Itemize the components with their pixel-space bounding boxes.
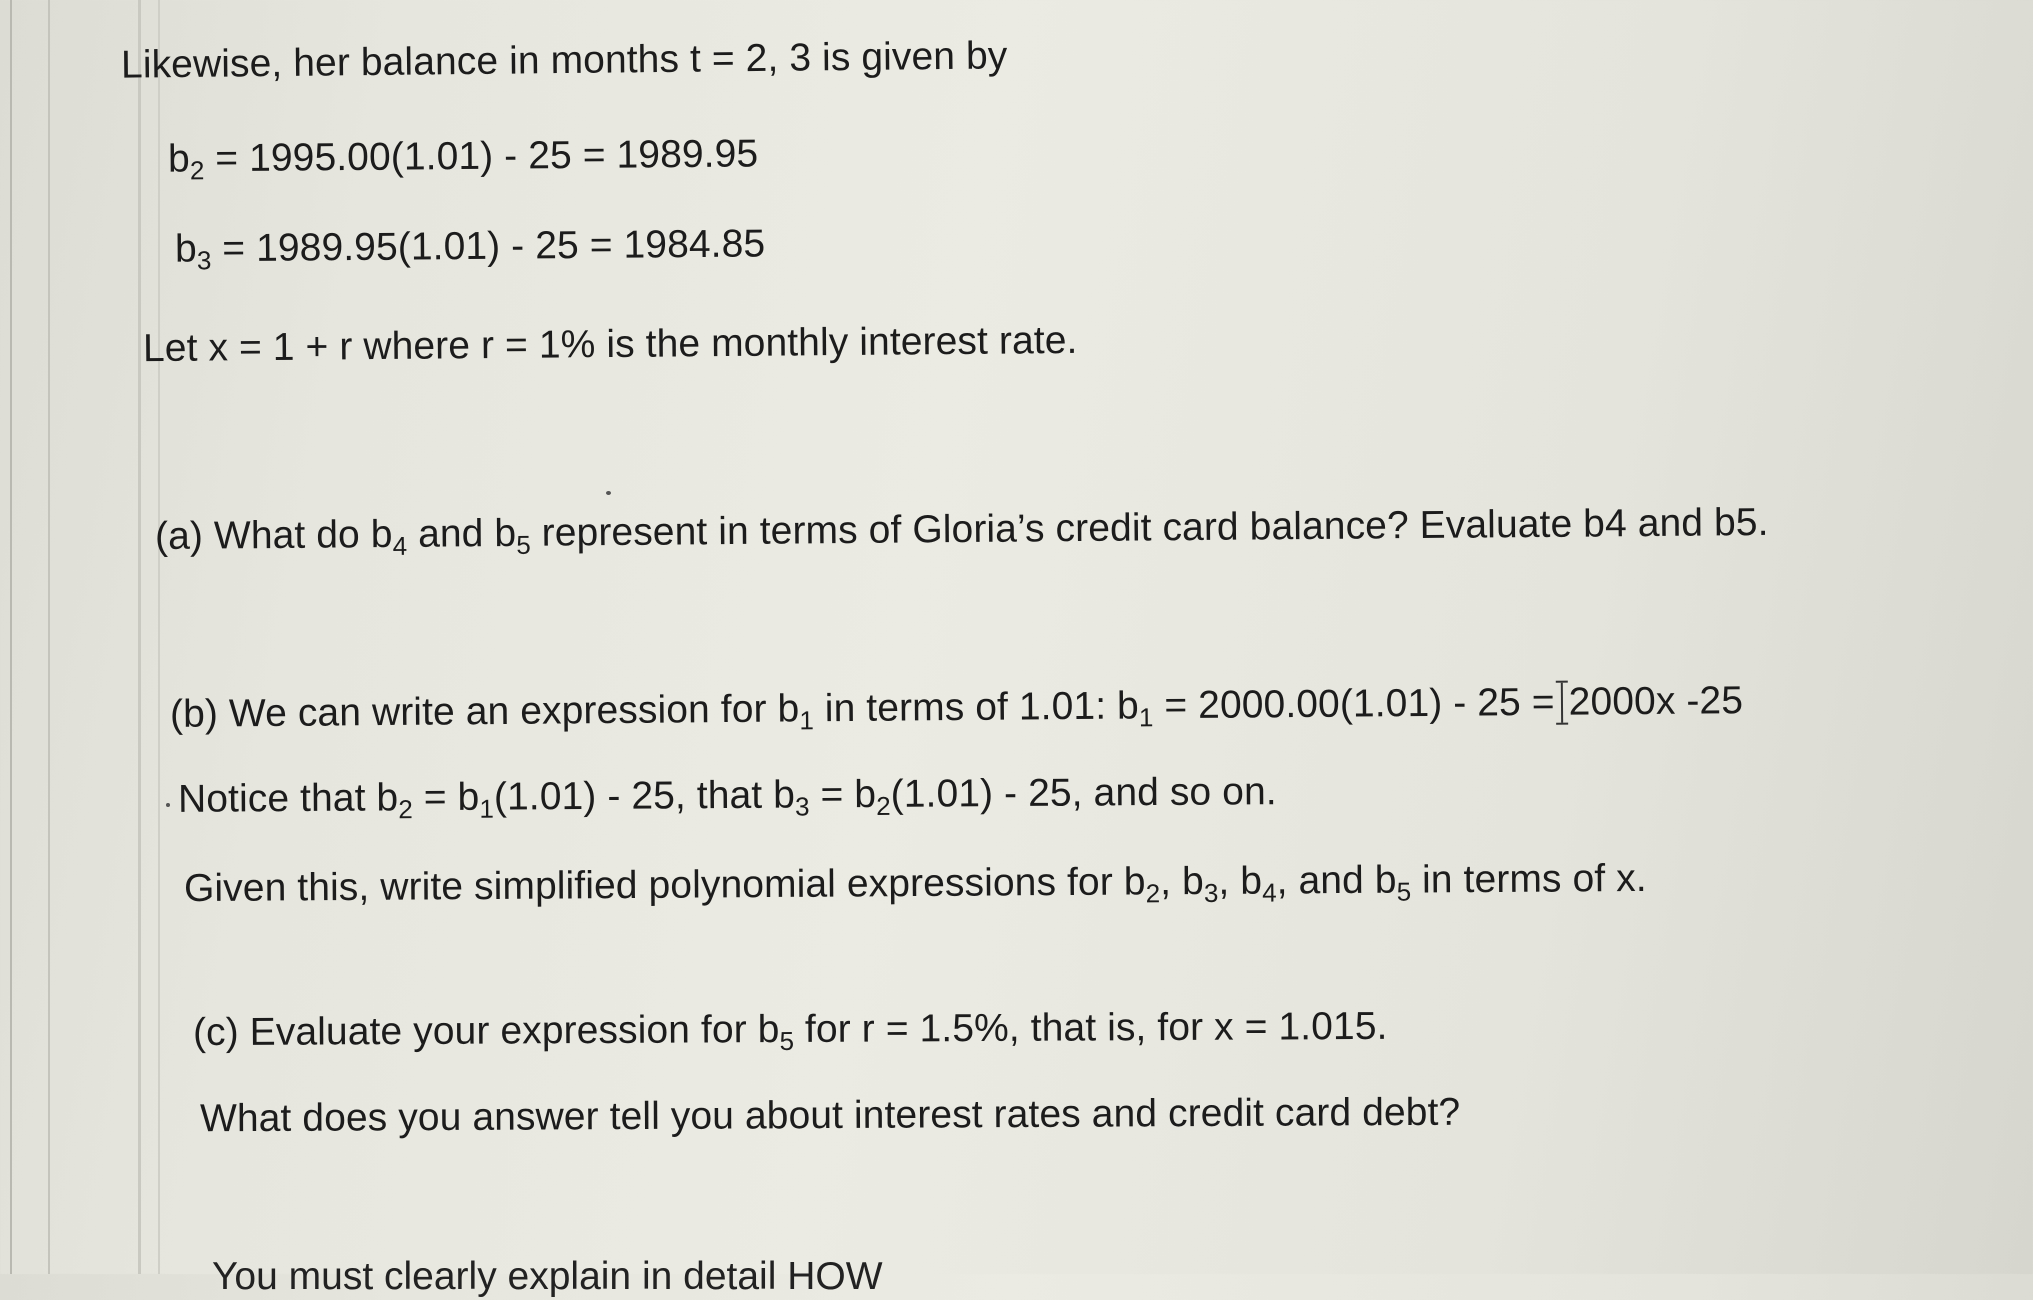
bezel-edge bbox=[48, 0, 50, 1274]
question-b-line-3: Given this, write simplified polynomial expressions for $b_2$, $b_3$, $b_4$, and $b_5$ in terms of x. bbox=[183, 856, 1647, 911]
bezel-edge bbox=[10, 0, 12, 1274]
page-margin-line bbox=[138, 0, 141, 1274]
question-c-line-2: What does you answer tell you about interest rates and credit card debt? bbox=[199, 1090, 1461, 1141]
question-c-line-1: (c) Evaluate your expression for $b_5$ for r = 1.5%, that is, for x = 1.015. bbox=[192, 1004, 1388, 1057]
intro-text: Likewise, her balance in months t = 2, 3 is given by bbox=[120, 34, 1008, 87]
screen-speck bbox=[166, 803, 170, 807]
question-a: (a) What do $b_4$ and $b_5$ represent in terms of Gloria’s credit card balance? Evaluate b4 and b5. bbox=[154, 500, 1769, 561]
page-margin-line bbox=[158, 0, 160, 1274]
cut-off-text: You must clearly explain in detail HOW bbox=[212, 1255, 883, 1298]
question-b-line-2: Notice that $b_2 = b_1(1.01) - 25$, that $b_3 = b_2(1.01) - 25$, and so on. bbox=[177, 770, 1277, 825]
equation-b2: $b_2 = 1995.00(1.01) - 25 = 1989.95$ bbox=[167, 132, 759, 186]
question-b-line-1: (b) We can write an expression for $b_1$ in terms of 1.01: $b_1 = 2000.00(1.01) - 25 = 2000x$ -25 bbox=[169, 679, 1744, 736]
text-cursor-icon bbox=[1554, 681, 1568, 725]
let-x-definition: Let x = 1 + r where r = 1% is the monthly interest rate. bbox=[142, 318, 1078, 371]
equation-b3: $b_3 = 1989.95(1.01) - 25 = 1984.85$ bbox=[174, 222, 766, 276]
screen-speck bbox=[606, 491, 611, 495]
